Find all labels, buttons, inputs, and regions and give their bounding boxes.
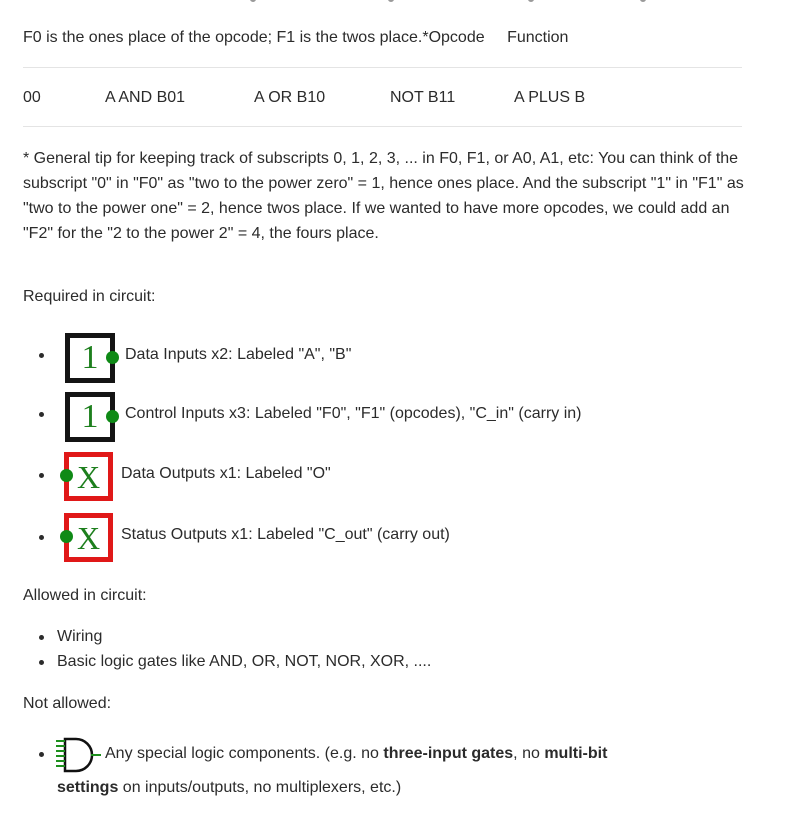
connector-dot-icon xyxy=(106,351,119,364)
status-outputs-requirement xyxy=(121,525,450,545)
divider xyxy=(23,67,742,68)
bullet xyxy=(39,412,44,417)
req-detail: : Labeled "C_out" (carry out) xyxy=(248,526,450,543)
req-label: Status Outputs x1 xyxy=(121,526,249,543)
text-run: on inputs/outputs, no multiplexers, etc.) xyxy=(118,779,402,796)
table-cell: A AND B01 xyxy=(105,89,186,106)
allowed-item: Wiring xyxy=(57,628,103,645)
table-cell: A OR B10 xyxy=(254,89,326,106)
input-pin-value: 1 xyxy=(81,398,99,435)
output-pin-icon xyxy=(64,513,113,562)
table-cell: NOT B11 xyxy=(390,89,456,106)
bullet xyxy=(39,635,44,640)
input-pin-icon xyxy=(65,333,115,383)
connector-dot-icon xyxy=(60,469,73,482)
bullet xyxy=(39,535,44,540)
opcode-header-row xyxy=(23,28,742,48)
output-pin-value: X xyxy=(76,520,101,556)
opcode-note: F0 is the ones place of the opcode; F1 is the twos place.*Opcode xyxy=(23,29,485,46)
bullet xyxy=(39,473,44,478)
req-detail: : Labeled "O" xyxy=(236,465,331,482)
clipped-text-above xyxy=(0,0,796,6)
output-pin-value: X xyxy=(76,459,101,495)
req-label: Control Inputs x3 xyxy=(125,405,246,422)
subscript-tip: * General tip for keeping track of subscripts 0, 1, 2, 3, ... in F0, F1, or A0, A1, etc: You can think of the subscript "0" in "F0" as "two to the power zero" = 1, hence ones place. And the subscript "1" in "F1" as "two to the power one" = 2, hence twos place. If we wanted to have more opcodes, we could add an "F2" for the "2 to the power 2" = 4, the fours place. xyxy=(23,150,744,242)
divider xyxy=(23,126,742,127)
function-header: Function xyxy=(507,29,569,46)
data-outputs-requirement xyxy=(121,464,331,484)
data-inputs-requirement xyxy=(125,345,351,365)
req-label: Data Inputs x2 xyxy=(125,346,229,363)
output-pin-icon xyxy=(64,452,113,501)
bullet xyxy=(39,660,44,665)
input-pin-icon xyxy=(65,392,115,442)
required-heading: Required in circuit: xyxy=(23,288,156,305)
allowed-heading: Allowed in circuit: xyxy=(23,587,147,604)
not-allowed-text-line2 xyxy=(57,778,401,798)
control-inputs-requirement xyxy=(125,404,582,424)
connector-dot-icon xyxy=(60,530,73,543)
text-run-bold: three-input gates xyxy=(383,745,514,762)
req-label: Data Outputs x1 xyxy=(121,465,237,482)
text-run: , no xyxy=(513,745,545,762)
bullet xyxy=(39,752,44,757)
allowed-item: Basic logic gates like AND, OR, NOT, NOR, XOR, .... xyxy=(57,653,432,670)
input-pin-value: 1 xyxy=(81,339,99,376)
table-cell: A PLUS B xyxy=(514,89,586,106)
table-cell: 00 xyxy=(23,89,41,106)
text-run-bold: multi-bit xyxy=(544,745,608,762)
req-detail: : Labeled "A", "B" xyxy=(228,346,352,363)
not-allowed-heading: Not allowed: xyxy=(23,695,112,712)
not-allowed-text-line1 xyxy=(105,744,607,764)
req-detail: : Labeled "F0", "F1" (opcodes), "C_in" (carry in) xyxy=(245,405,582,422)
and-gate-icon xyxy=(55,736,103,774)
text-run: Any special logic components. (e.g. no xyxy=(105,745,384,762)
text-run-bold: settings xyxy=(57,779,119,796)
connector-dot-icon xyxy=(106,410,119,423)
opcode-table-row xyxy=(23,88,742,108)
bullet xyxy=(39,353,44,358)
